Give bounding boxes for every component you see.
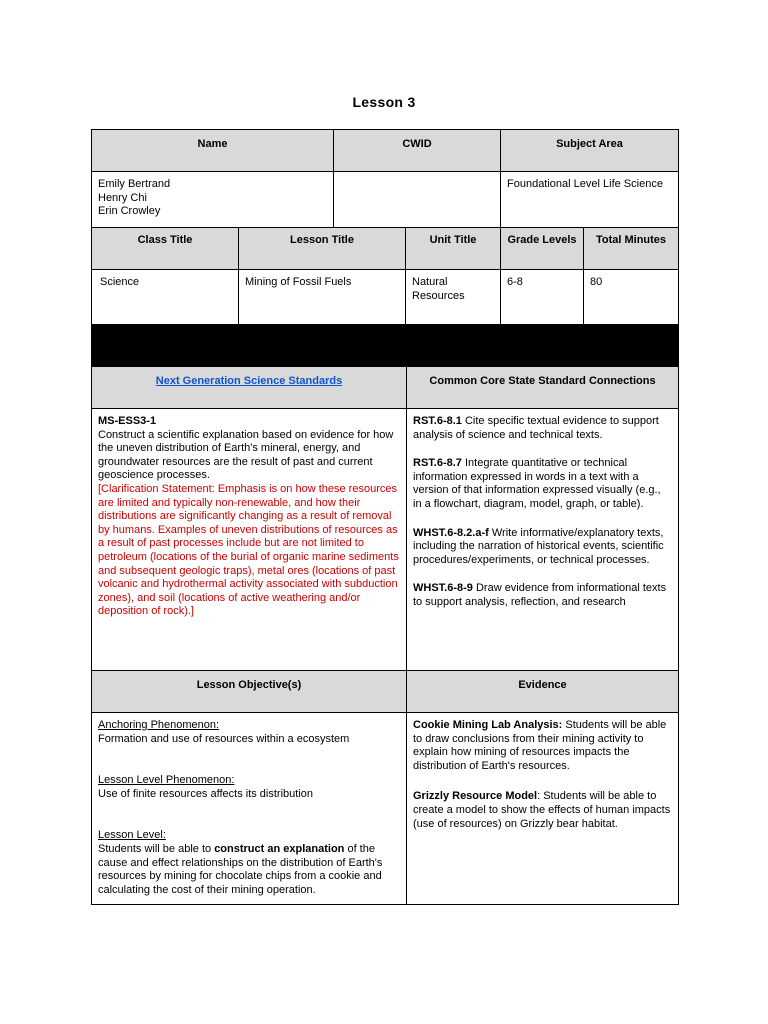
lesson-level-label: Lesson Level: xyxy=(98,829,166,842)
ngss-cell xyxy=(92,409,407,671)
evidence-header: Evidence xyxy=(407,671,679,713)
lesson-level-post: of the cause and effect relationships on the distribution of Earth's resources by mining for chocolate chips from a cookie and calculating the cost of their mining operation. xyxy=(98,842,383,896)
subject-area-cell: Foundational Level Life Science xyxy=(501,172,679,228)
grade-levels-header: Grade Levels xyxy=(501,228,584,270)
ccss-cell xyxy=(407,409,679,671)
class-title-value: Science xyxy=(92,270,239,325)
ngss-code: MS-ESS3-1 xyxy=(98,415,157,427)
names-cell xyxy=(92,172,334,228)
black-divider-bar xyxy=(92,325,679,367)
page-title: Lesson 3 xyxy=(352,94,416,110)
name-1: Emily Bertrand xyxy=(98,178,171,190)
evidence-cell xyxy=(407,713,679,905)
ccss-item xyxy=(413,457,672,511)
ccss-code: RST.6-8.1 xyxy=(413,415,462,427)
standards-table xyxy=(91,324,679,905)
lesson-level-text xyxy=(98,843,400,897)
unit-title-value: Natural Resources xyxy=(406,270,501,325)
name-3: Erin Crowley xyxy=(98,205,161,218)
total-minutes-value: 80 xyxy=(584,270,679,325)
evidence-label: Cookie Mining Lab Analysis: xyxy=(413,719,563,731)
objective-cell xyxy=(92,713,407,905)
anchoring-text: Formation and use of resources within a ecosystem xyxy=(98,732,350,745)
lesson-title-value: Mining of Fossil Fuels xyxy=(239,270,406,325)
ccss-code: WHST.6-8.2.a-f xyxy=(413,526,489,539)
cwid-header: CWID xyxy=(334,130,501,172)
name-2: Henry Chi xyxy=(98,191,147,204)
evidence-text: : Students will be able to create a model to show the effects of human impacts (use of resources) on Grizzly bear habitat. xyxy=(413,790,671,830)
ccss-text: Cite specific textual evidence to support analysis of science and technical texts. xyxy=(413,415,659,441)
ccss-code: WHST.6-8-9 xyxy=(413,582,473,595)
ngss-header xyxy=(92,367,407,409)
evidence-label: Grizzly Resource Model xyxy=(413,790,538,803)
cwid-cell xyxy=(334,172,501,228)
ccss-item xyxy=(413,582,672,609)
lesson-phenomenon-text: Use of finite resources affects its distribution xyxy=(98,787,314,800)
ngss-link[interactable]: Next Generation Science Standards xyxy=(155,375,343,387)
evidence-text: Students will be able to draw conclusions from their mining activity to explain how mining of resources impacts the distribution of Earth's resources. xyxy=(413,719,667,772)
ccss-text: Draw evidence from informational texts to support analysis, reflection, and research xyxy=(413,582,667,608)
ccss-item xyxy=(413,527,672,568)
ccss-item xyxy=(413,415,672,442)
evidence-item xyxy=(413,719,672,773)
class-table xyxy=(91,227,679,325)
class-title-header: Class Title xyxy=(92,228,239,270)
lesson-level-bold: construct an explanation xyxy=(214,842,345,855)
name-header: Name xyxy=(92,130,334,172)
evidence-item xyxy=(413,790,672,831)
total-minutes-header: Total Minutes xyxy=(584,228,679,270)
ccss-code: RST.6-8.7 xyxy=(413,457,462,470)
lesson-level-pre: Students will be able to xyxy=(98,842,215,855)
anchoring-label: Anchoring Phenomenon: xyxy=(98,719,220,731)
grade-levels-value: 6-8 xyxy=(501,270,584,325)
info-table xyxy=(91,129,679,228)
ngss-text: Construct a scientific explanation based on evidence for how the uneven distribution of Earth's mineral, energy, and groundwater resources are the result of past and current geoscience processes. xyxy=(98,428,394,482)
ccss-text: Write informative/explanatory texts, including the narration of historical events, scientific procedures/experiments, or technical processes. xyxy=(413,526,664,566)
lesson-title-header: Lesson Title xyxy=(239,228,406,270)
objective-header: Lesson Objective(s) xyxy=(92,671,407,713)
ccss-header: Common Core State Standard Connections xyxy=(407,367,679,409)
lesson-phenomenon-label: Lesson Level Phenomenon: xyxy=(98,774,235,787)
subject-area-header: Subject Area xyxy=(501,130,679,172)
ngss-clarification: [Clarification Statement: Emphasis is on how these resources are limited and typically non-renewable, and how their distributions are significantly changing as a result of removal by humans. Examples of uneven distributions of resources as a result of past processes include but are not limited to petroleum (locations of the burial of organic marine sediments and subsequent geologic traps), metal ores (locations of past volcanic and hydrothermal activity associated with subduction zones), and soil (locations of active weathering and/or deposition of rock).] xyxy=(98,482,399,618)
ccss-text: Integrate quantitative or technical information expressed in words in a text with a version of that information expressed visually (e.g., in a flowchart, diagram, model, graph, or table). xyxy=(413,457,661,510)
unit-title-header: Unit Title xyxy=(406,228,501,270)
